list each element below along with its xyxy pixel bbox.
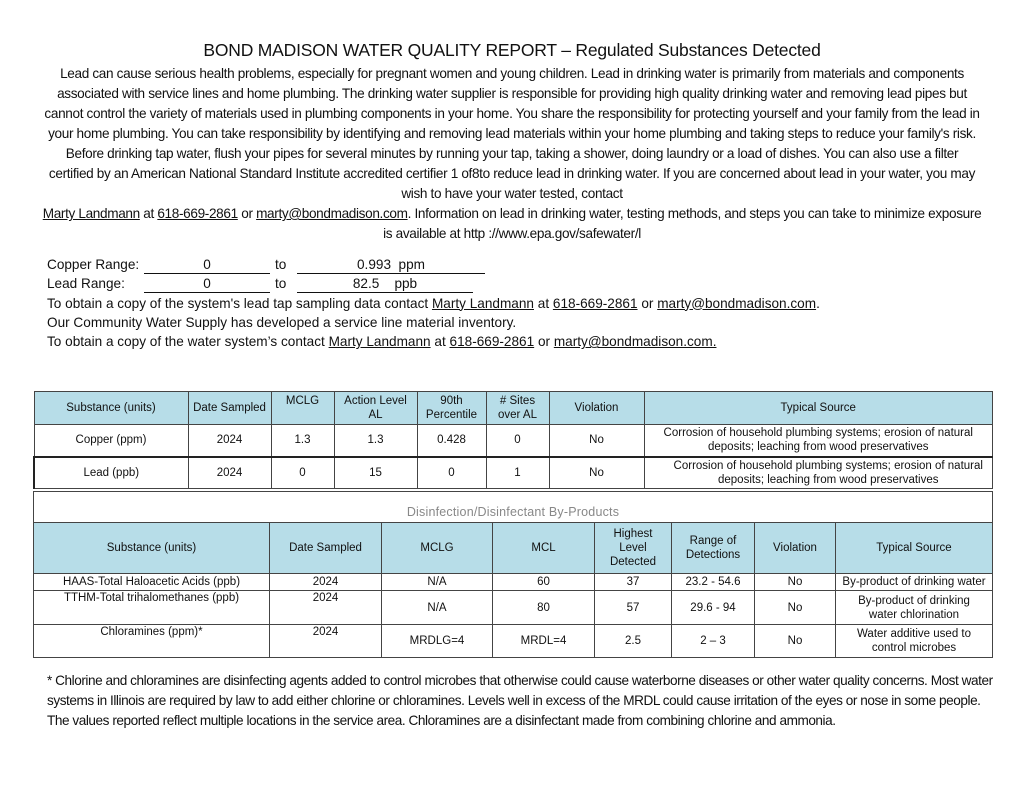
period-text: .	[816, 295, 820, 311]
contact-phone-link[interactable]: 618-669-2861	[552, 295, 638, 311]
table-cell: MRDLG=4	[382, 625, 493, 658]
column-header: MCL	[493, 523, 595, 574]
or-text: or	[537, 334, 551, 350]
column-header: MCLG	[271, 392, 334, 425]
lead-range-to: 82.5 ppb	[297, 276, 473, 293]
or-text: or	[241, 206, 253, 221]
column-header: Range of Detections	[672, 523, 755, 574]
table-cell: 0	[486, 425, 549, 457]
table-cell: No	[755, 591, 836, 625]
table-cell: N/A	[382, 574, 493, 591]
contact-email-link[interactable]: marty@bondmadison.com	[256, 206, 408, 221]
lead-range-row	[47, 274, 947, 293]
table-cell: 37	[595, 574, 672, 591]
copper-range-to: 0.993 ppm	[297, 257, 485, 274]
column-header: Typical Source	[836, 523, 993, 574]
lead-range-from: 0	[144, 276, 270, 293]
water-system-text: To obtain a copy of the water system’s contact	[47, 334, 325, 350]
table-cell: 2.5	[595, 625, 672, 658]
intro-text: Lead can cause serious health problems, especially for pregnant women and young children. Lead in drinking water is primarily from materials and components associated with service lines and home plumbing. The drinking water supplier is responsible for providing high quality drinking water and removing lead pipes but cannot control the variety of materials used in plumbing components in your home. You share the responsibility for protecting yourself and your family from the lead in your home plumbing. You can take responsibility by identifying and removing lead materials within your home plumbing and taking steps to reduce your family's risk. Before drinking tap water, flush your pipes for several minutes by running your tap, taking a shower, doing laundry or a load of dishes. You can also use a filter certified by an American National Standard Institute accredited certifier 1 of8to reduce lead in drinking water. If you are concerned about lead in your water, you may wish to have your water tested, contact	[44, 66, 980, 201]
column-header: Substance (units)	[34, 392, 188, 425]
dbp-section	[33, 491, 993, 523]
table-cell: 1.3	[334, 425, 417, 457]
table-cell: MRDL=4	[493, 625, 595, 658]
or-text: or	[641, 295, 654, 311]
table-row-haas	[34, 574, 993, 591]
table-row-lead	[34, 457, 993, 489]
column-header: MCLG	[382, 523, 493, 574]
column-header: # Sites over AL	[486, 392, 549, 425]
table-row-tthm	[34, 591, 993, 625]
lead-copper-table	[33, 391, 993, 489]
table-cell: No	[549, 425, 644, 457]
at-text: at	[143, 206, 154, 221]
intro-text-end: . Information on lead in drinking water, testing methods, and steps you can take to minimize exposure is available at http ://www.epa.gov/safewater/l	[383, 206, 982, 241]
table-header-row	[34, 523, 993, 574]
table-cell: 80	[493, 591, 595, 625]
table-cell: No	[755, 625, 836, 658]
table-cell: 57	[595, 591, 672, 625]
lead-info-paragraph	[42, 64, 982, 244]
lead-range-label: Lead Range:	[47, 276, 125, 292]
contact-phone-link[interactable]: 618-669-2861	[449, 334, 535, 350]
table-cell: N/A	[382, 591, 493, 625]
table-cell: Water additive used to control microbes	[836, 625, 993, 658]
column-header: Typical Source	[644, 392, 993, 425]
contact-email-link[interactable]: marty@bondmadison.com.	[553, 334, 717, 350]
table-cell: 2024	[270, 625, 382, 658]
table-cell: 0.428	[417, 425, 486, 457]
table-cell: 15	[334, 457, 417, 489]
copper-range-from: 0	[144, 257, 270, 274]
table-cell: 0	[417, 457, 486, 489]
sampling-data-contact-line	[47, 294, 947, 313]
table-cell: 0	[271, 457, 334, 489]
table-cell: 2024	[188, 457, 271, 489]
table-cell: Corrosion of household plumbing systems; erosion of natural deposits; leaching from wood preservatives	[644, 457, 993, 489]
table-cell: By-product of drinking water	[836, 574, 993, 591]
column-header: 90th Percentile	[417, 392, 486, 425]
contact-name-link[interactable]: Marty Landmann	[42, 206, 140, 221]
table-row-copper	[34, 425, 993, 457]
table-cell: 60	[493, 574, 595, 591]
inventory-line: Our Community Water Supply has developed a service line material inventory.	[47, 314, 517, 330]
copper-range-row	[47, 255, 947, 274]
column-header: Date Sampled	[270, 523, 382, 574]
contact-name-link[interactable]: Marty Landmann	[431, 295, 534, 311]
at-text: at	[434, 334, 446, 350]
table-cell: 2024	[270, 591, 382, 625]
sampling-data-text: To obtain a copy of the system's lead tap sampling data contact	[47, 295, 429, 311]
table-header-row	[34, 392, 993, 425]
table-cell: 1	[486, 457, 549, 489]
lead-range-to-word: to	[275, 276, 287, 292]
ranges-section	[47, 255, 947, 351]
contact-email-link[interactable]: marty@bondmadison.com	[657, 295, 817, 311]
table-cell: Lead (ppb)	[34, 457, 188, 489]
report-title: BOND MADISON WATER QUALITY REPORT – Regulated Substances Detected	[203, 40, 821, 60]
table-cell: Corrosion of household plumbing systems; erosion of natural deposits; leaching from wood preservatives	[644, 425, 993, 457]
column-header: Action Level AL	[334, 392, 417, 425]
column-header: Violation	[549, 392, 644, 425]
water-system-contact-line	[47, 332, 947, 351]
copper-range-label: Copper Range:	[47, 257, 140, 272]
table-cell: Copper (ppm)	[34, 425, 188, 457]
column-header: Substance (units)	[34, 523, 270, 574]
table-cell: By-product of drinking water chlorination	[836, 591, 993, 625]
column-header: Violation	[755, 523, 836, 574]
at-text: at	[537, 295, 550, 311]
table-cell: No	[549, 457, 644, 489]
table-cell: 2 – 3	[672, 625, 755, 658]
column-header: Highest Level Detected	[595, 523, 672, 574]
table-cell: 2024	[188, 425, 271, 457]
chloramines-footnote: * Chlorine and chloramines are disinfecting agents added to control microbes that otherwise could cause waterborne diseases or other water quality concerns. Most water systems in Illinois are required by law to add either chlorine or chloramines. Levels well in excess of the MRDL could cause irritation of the eyes or nose in some people. The values reported reflect multiple locations in the service area. Chloramines are a disinfectant made from combining chlorine and ammonia.	[47, 673, 993, 728]
table-cell: 29.6 - 94	[672, 591, 755, 625]
table-cell: Chloramines (ppm)*	[34, 625, 270, 658]
copper-range-to-word: to	[275, 257, 287, 272]
table-cell: HAAS-Total Haloacetic Acids (ppb)	[34, 574, 270, 591]
table-cell: 23.2 - 54.6	[672, 574, 755, 591]
table-cell: TTHM-Total trihalomethanes (ppb)	[34, 591, 270, 625]
contact-phone-link[interactable]: 618-669-2861	[157, 206, 238, 221]
column-header: Date Sampled	[188, 392, 271, 425]
table-cell: 1.3	[271, 425, 334, 457]
table-cell: 2024	[270, 574, 382, 591]
dbp-table	[33, 522, 993, 658]
dbp-section-title: Disinfection/Disinfectant By-Products	[406, 505, 620, 519]
table-row-chloramines	[34, 625, 993, 658]
contact-name-link[interactable]: Marty Landmann	[328, 334, 431, 350]
table-cell: No	[755, 574, 836, 591]
